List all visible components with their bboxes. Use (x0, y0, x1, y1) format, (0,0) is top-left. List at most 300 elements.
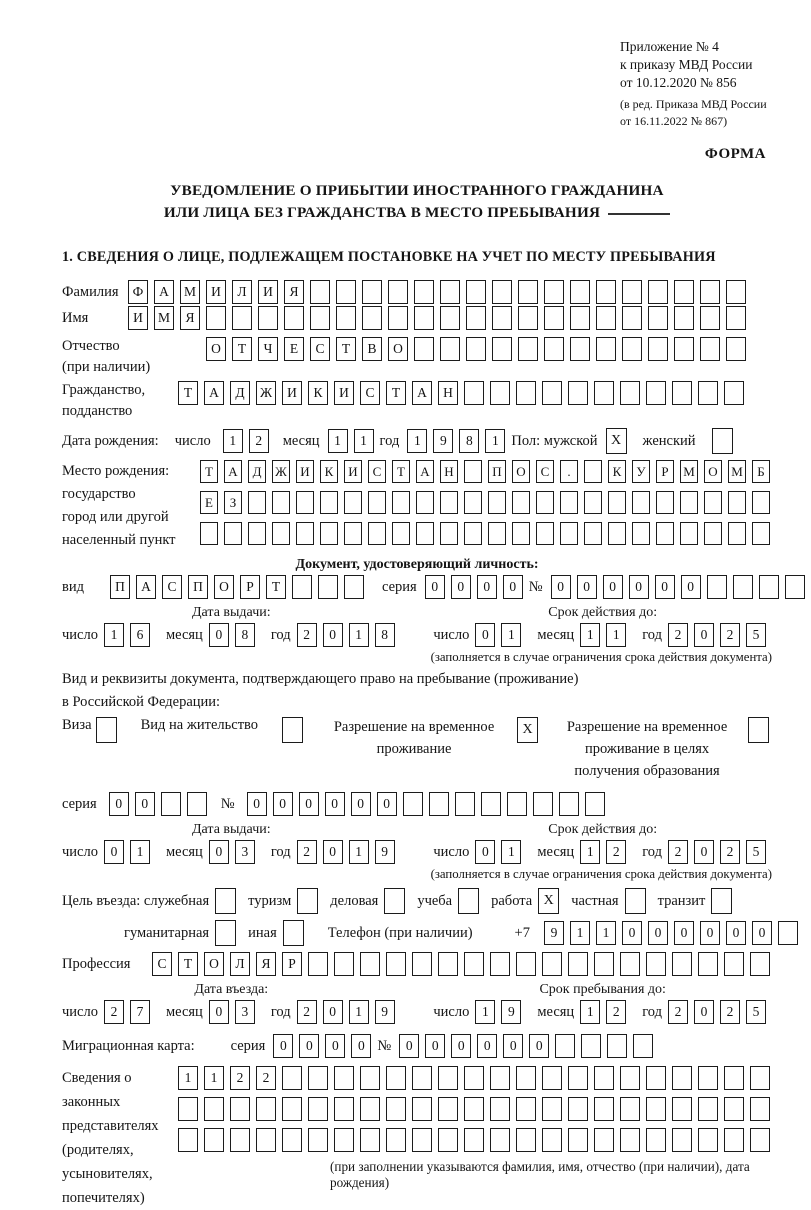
char-box[interactable] (248, 491, 266, 514)
char-box[interactable] (512, 491, 530, 514)
char-box[interactable] (440, 491, 458, 514)
char-box[interactable] (646, 1097, 666, 1121)
char-box[interactable]: 2 (720, 623, 740, 647)
char-box[interactable] (490, 381, 510, 405)
char-box[interactable] (559, 792, 579, 816)
char-box[interactable] (724, 1097, 744, 1121)
char-box[interactable]: Е (200, 491, 218, 514)
residence-permit-checkbox[interactable] (282, 717, 303, 743)
char-box[interactable] (200, 522, 218, 545)
char-box[interactable] (336, 306, 356, 330)
char-box[interactable]: Ф (128, 280, 148, 304)
char-box[interactable]: 0 (726, 921, 746, 945)
char-box[interactable]: 9 (501, 1000, 521, 1024)
char-box[interactable] (360, 1066, 380, 1090)
char-box[interactable] (648, 280, 668, 304)
char-box[interactable]: 2 (668, 623, 688, 647)
char-box[interactable] (698, 952, 718, 976)
char-box[interactable]: О (388, 337, 408, 361)
char-box[interactable] (296, 491, 314, 514)
char-box[interactable] (759, 575, 779, 599)
char-box[interactable] (507, 792, 527, 816)
char-box[interactable] (464, 1066, 484, 1090)
char-box[interactable]: 1 (580, 1000, 600, 1024)
char-box[interactable] (438, 1066, 458, 1090)
char-box[interactable]: Л (230, 952, 250, 976)
char-box[interactable] (584, 522, 602, 545)
char-box[interactable] (492, 337, 512, 361)
char-box[interactable] (585, 792, 605, 816)
char-box[interactable] (403, 792, 423, 816)
char-box[interactable] (388, 306, 408, 330)
char-box[interactable]: С (162, 575, 182, 599)
char-box[interactable]: Т (200, 460, 218, 483)
char-box[interactable] (187, 792, 207, 816)
char-box[interactable] (700, 280, 720, 304)
char-box[interactable] (368, 522, 386, 545)
char-box[interactable] (594, 1128, 614, 1152)
char-box[interactable] (726, 337, 746, 361)
char-box[interactable] (464, 1128, 484, 1152)
char-box[interactable] (308, 1128, 328, 1152)
char-box[interactable]: 1 (580, 623, 600, 647)
char-box[interactable] (620, 1066, 640, 1090)
char-box[interactable] (672, 1097, 692, 1121)
char-box[interactable]: Р (656, 460, 674, 483)
temp-residence-edu-checkbox[interactable] (748, 717, 769, 743)
char-box[interactable]: 0 (351, 792, 371, 816)
char-box[interactable] (282, 1097, 302, 1121)
purpose-official-checkbox[interactable] (215, 888, 236, 914)
char-box[interactable]: И (282, 381, 302, 405)
char-box[interactable] (344, 491, 362, 514)
char-box[interactable]: 0 (209, 840, 229, 864)
char-box[interactable] (308, 1066, 328, 1090)
char-box[interactable]: У (632, 460, 650, 483)
char-box[interactable] (750, 1128, 770, 1152)
char-box[interactable] (416, 522, 434, 545)
char-box[interactable]: П (488, 460, 506, 483)
char-box[interactable] (544, 306, 564, 330)
char-box[interactable]: 0 (503, 575, 523, 599)
char-box[interactable] (560, 522, 578, 545)
char-box[interactable]: 8 (459, 429, 479, 453)
char-box[interactable]: 2 (230, 1066, 250, 1090)
char-box[interactable] (568, 1097, 588, 1121)
char-box[interactable] (388, 280, 408, 304)
char-box[interactable]: М (680, 460, 698, 483)
char-box[interactable] (536, 522, 554, 545)
char-box[interactable]: 1 (501, 840, 521, 864)
char-box[interactable] (512, 522, 530, 545)
char-box[interactable] (700, 306, 720, 330)
char-box[interactable]: Ж (272, 460, 290, 483)
char-box[interactable] (362, 280, 382, 304)
char-box[interactable] (204, 1097, 224, 1121)
char-box[interactable] (440, 337, 460, 361)
char-box[interactable]: Т (386, 381, 406, 405)
char-box[interactable] (704, 491, 722, 514)
char-box[interactable]: Н (438, 381, 458, 405)
char-box[interactable] (466, 280, 486, 304)
char-box[interactable]: Я (284, 280, 304, 304)
char-box[interactable]: 1 (104, 623, 124, 647)
char-box[interactable]: 0 (209, 623, 229, 647)
char-box[interactable]: А (412, 381, 432, 405)
char-box[interactable] (360, 1097, 380, 1121)
char-box[interactable]: И (258, 280, 278, 304)
char-box[interactable]: 0 (323, 840, 343, 864)
char-box[interactable]: 0 (351, 1034, 371, 1058)
char-box[interactable]: 0 (622, 921, 642, 945)
char-box[interactable] (178, 1097, 198, 1121)
char-box[interactable]: С (536, 460, 554, 483)
char-box[interactable]: 0 (629, 575, 649, 599)
char-box[interactable] (344, 522, 362, 545)
char-box[interactable]: 1 (485, 429, 505, 453)
char-box[interactable] (310, 306, 330, 330)
char-box[interactable] (344, 575, 364, 599)
char-box[interactable] (648, 306, 668, 330)
study-checkbox[interactable] (458, 888, 479, 914)
char-box[interactable] (318, 575, 338, 599)
char-box[interactable]: 1 (130, 840, 150, 864)
char-box[interactable] (362, 306, 382, 330)
char-box[interactable]: А (204, 381, 224, 405)
char-box[interactable]: 0 (477, 575, 497, 599)
char-box[interactable] (596, 337, 616, 361)
char-box[interactable] (516, 1066, 536, 1090)
char-box[interactable] (724, 381, 744, 405)
char-box[interactable]: 1 (501, 623, 521, 647)
char-box[interactable] (206, 306, 226, 330)
char-box[interactable] (464, 522, 482, 545)
char-box[interactable]: 0 (323, 1000, 343, 1024)
char-box[interactable]: Т (178, 381, 198, 405)
char-box[interactable] (726, 280, 746, 304)
char-box[interactable] (310, 280, 330, 304)
char-box[interactable] (785, 575, 805, 599)
char-box[interactable]: 0 (603, 575, 623, 599)
char-box[interactable] (272, 491, 290, 514)
char-box[interactable] (258, 306, 278, 330)
char-box[interactable]: 2 (297, 1000, 317, 1024)
char-box[interactable] (542, 952, 562, 976)
char-box[interactable]: О (206, 337, 226, 361)
char-box[interactable] (620, 1128, 640, 1152)
char-box[interactable]: 1 (354, 429, 374, 453)
char-box[interactable] (334, 952, 354, 976)
char-box[interactable] (536, 491, 554, 514)
transit-checkbox[interactable] (711, 888, 732, 914)
char-box[interactable]: 0 (425, 1034, 445, 1058)
char-box[interactable]: Я (256, 952, 276, 976)
char-box[interactable]: Б (752, 460, 770, 483)
char-box[interactable]: 0 (551, 575, 571, 599)
char-box[interactable]: В (362, 337, 382, 361)
char-box[interactable]: 0 (325, 792, 345, 816)
char-box[interactable] (646, 952, 666, 976)
char-box[interactable] (320, 522, 338, 545)
char-box[interactable] (464, 491, 482, 514)
char-box[interactable] (282, 1066, 302, 1090)
char-box[interactable]: О (204, 952, 224, 976)
char-box[interactable] (724, 952, 744, 976)
char-box[interactable]: И (344, 460, 362, 483)
char-box[interactable]: Л (232, 280, 252, 304)
char-box[interactable]: 0 (529, 1034, 549, 1058)
char-box[interactable]: М (728, 460, 746, 483)
char-box[interactable]: 0 (503, 1034, 523, 1058)
char-box[interactable] (490, 1097, 510, 1121)
char-box[interactable]: 1 (596, 921, 616, 945)
char-box[interactable] (533, 792, 553, 816)
char-box[interactable] (542, 381, 562, 405)
char-box[interactable]: 0 (681, 575, 701, 599)
char-box[interactable] (386, 1128, 406, 1152)
char-box[interactable]: И (296, 460, 314, 483)
char-box[interactable]: 0 (273, 792, 293, 816)
char-box[interactable]: 5 (746, 623, 766, 647)
char-box[interactable]: 0 (451, 1034, 471, 1058)
char-box[interactable]: Д (230, 381, 250, 405)
char-box[interactable] (622, 306, 642, 330)
char-box[interactable]: Т (336, 337, 356, 361)
char-box[interactable]: . (560, 460, 578, 483)
char-box[interactable] (386, 1097, 406, 1121)
char-box[interactable] (516, 1097, 536, 1121)
char-box[interactable]: 2 (249, 429, 269, 453)
char-box[interactable] (455, 792, 475, 816)
char-box[interactable] (698, 1066, 718, 1090)
char-box[interactable]: 9 (375, 1000, 395, 1024)
char-box[interactable]: 0 (399, 1034, 419, 1058)
char-box[interactable] (560, 491, 578, 514)
char-box[interactable] (594, 952, 614, 976)
char-box[interactable] (608, 491, 626, 514)
char-box[interactable] (224, 522, 242, 545)
char-box[interactable] (646, 1066, 666, 1090)
char-box[interactable]: 1 (349, 1000, 369, 1024)
char-box[interactable] (256, 1128, 276, 1152)
sex-male-checkbox[interactable]: X (606, 428, 627, 454)
char-box[interactable] (516, 381, 536, 405)
char-box[interactable] (232, 306, 252, 330)
char-box[interactable]: 0 (109, 792, 129, 816)
char-box[interactable]: 2 (104, 1000, 124, 1024)
char-box[interactable] (672, 1066, 692, 1090)
char-box[interactable]: 1 (475, 1000, 495, 1024)
char-box[interactable] (178, 1128, 198, 1152)
char-box[interactable] (392, 522, 410, 545)
char-box[interactable] (570, 280, 590, 304)
char-box[interactable]: 1 (178, 1066, 198, 1090)
char-box[interactable]: 8 (375, 623, 395, 647)
char-box[interactable] (464, 1097, 484, 1121)
char-box[interactable]: 1 (204, 1066, 224, 1090)
char-box[interactable] (648, 337, 668, 361)
char-box[interactable]: 1 (570, 921, 590, 945)
char-box[interactable] (594, 1066, 614, 1090)
char-box[interactable]: 2 (720, 840, 740, 864)
char-box[interactable] (230, 1128, 250, 1152)
char-box[interactable]: 0 (135, 792, 155, 816)
char-box[interactable] (568, 1066, 588, 1090)
char-box[interactable] (728, 522, 746, 545)
char-box[interactable]: 1 (328, 429, 348, 453)
char-box[interactable]: Н (440, 460, 458, 483)
char-box[interactable] (581, 1034, 601, 1058)
char-box[interactable]: 0 (323, 623, 343, 647)
char-box[interactable]: 3 (235, 1000, 255, 1024)
char-box[interactable] (728, 491, 746, 514)
char-box[interactable] (438, 952, 458, 976)
char-box[interactable] (518, 337, 538, 361)
char-box[interactable]: О (512, 460, 530, 483)
char-box[interactable]: К (308, 381, 328, 405)
char-box[interactable]: Ч (258, 337, 278, 361)
char-box[interactable]: 6 (130, 623, 150, 647)
char-box[interactable]: Т (232, 337, 252, 361)
private-checkbox[interactable] (625, 888, 646, 914)
char-box[interactable]: К (320, 460, 338, 483)
char-box[interactable] (570, 306, 590, 330)
char-box[interactable]: А (154, 280, 174, 304)
char-box[interactable]: 2 (720, 1000, 740, 1024)
char-box[interactable]: 0 (299, 1034, 319, 1058)
char-box[interactable] (596, 306, 616, 330)
char-box[interactable] (490, 1066, 510, 1090)
char-box[interactable] (360, 1128, 380, 1152)
char-box[interactable] (296, 522, 314, 545)
char-box[interactable]: 0 (273, 1034, 293, 1058)
char-box[interactable] (750, 1097, 770, 1121)
char-box[interactable] (334, 1128, 354, 1152)
char-box[interactable]: 0 (104, 840, 124, 864)
char-box[interactable]: 9 (375, 840, 395, 864)
char-box[interactable] (620, 381, 640, 405)
char-box[interactable]: 2 (668, 840, 688, 864)
char-box[interactable] (726, 306, 746, 330)
char-box[interactable]: 2 (297, 623, 317, 647)
char-box[interactable] (646, 1128, 666, 1152)
char-box[interactable] (518, 280, 538, 304)
char-box[interactable] (414, 337, 434, 361)
char-box[interactable] (320, 491, 338, 514)
char-box[interactable]: 0 (694, 623, 714, 647)
char-box[interactable]: 7 (130, 1000, 150, 1024)
char-box[interactable] (778, 921, 798, 945)
char-box[interactable] (412, 1128, 432, 1152)
char-box[interactable] (360, 952, 380, 976)
char-box[interactable]: 1 (407, 429, 427, 453)
char-box[interactable]: 3 (235, 840, 255, 864)
char-box[interactable] (488, 491, 506, 514)
char-box[interactable] (440, 280, 460, 304)
char-box[interactable]: 0 (648, 921, 668, 945)
char-box[interactable]: 2 (297, 840, 317, 864)
char-box[interactable] (707, 575, 727, 599)
char-box[interactable]: 0 (475, 840, 495, 864)
char-box[interactable] (282, 1128, 302, 1152)
char-box[interactable]: 0 (247, 792, 267, 816)
temp-residence-checkbox[interactable]: X (517, 717, 538, 743)
char-box[interactable] (672, 952, 692, 976)
char-box[interactable]: И (206, 280, 226, 304)
char-box[interactable]: 5 (746, 1000, 766, 1024)
char-box[interactable] (620, 952, 640, 976)
char-box[interactable]: 1 (349, 623, 369, 647)
char-box[interactable]: 0 (209, 1000, 229, 1024)
humanitarian-checkbox[interactable] (215, 920, 236, 946)
char-box[interactable] (412, 1097, 432, 1121)
char-box[interactable] (334, 1097, 354, 1121)
char-box[interactable]: 5 (746, 840, 766, 864)
char-box[interactable] (584, 491, 602, 514)
char-box[interactable] (490, 1128, 510, 1152)
sex-female-checkbox[interactable] (712, 428, 733, 454)
char-box[interactable] (633, 1034, 653, 1058)
char-box[interactable] (429, 792, 449, 816)
char-box[interactable]: 0 (377, 792, 397, 816)
char-box[interactable] (750, 952, 770, 976)
char-box[interactable]: Т (178, 952, 198, 976)
char-box[interactable] (336, 280, 356, 304)
char-box[interactable] (516, 1128, 536, 1152)
char-box[interactable] (570, 337, 590, 361)
char-box[interactable] (674, 337, 694, 361)
char-box[interactable] (518, 306, 538, 330)
char-box[interactable] (698, 381, 718, 405)
char-box[interactable]: 0 (425, 575, 445, 599)
char-box[interactable] (752, 522, 770, 545)
char-box[interactable]: И (128, 306, 148, 330)
char-box[interactable]: 0 (577, 575, 597, 599)
char-box[interactable] (622, 337, 642, 361)
char-box[interactable] (594, 1097, 614, 1121)
char-box[interactable] (584, 460, 602, 483)
char-box[interactable]: 1 (349, 840, 369, 864)
char-box[interactable] (516, 952, 536, 976)
char-box[interactable] (672, 1128, 692, 1152)
char-box[interactable]: К (608, 460, 626, 483)
char-box[interactable] (544, 280, 564, 304)
char-box[interactable] (492, 306, 512, 330)
char-box[interactable] (464, 952, 484, 976)
char-box[interactable] (414, 306, 434, 330)
char-box[interactable] (440, 522, 458, 545)
char-box[interactable]: З (224, 491, 242, 514)
char-box[interactable] (750, 1066, 770, 1090)
char-box[interactable]: 0 (299, 792, 319, 816)
char-box[interactable]: Я (180, 306, 200, 330)
char-box[interactable] (596, 280, 616, 304)
char-box[interactable] (724, 1128, 744, 1152)
char-box[interactable]: 0 (694, 1000, 714, 1024)
char-box[interactable] (464, 381, 484, 405)
char-box[interactable]: 1 (606, 623, 626, 647)
char-box[interactable]: П (188, 575, 208, 599)
char-box[interactable] (412, 1066, 432, 1090)
char-box[interactable] (542, 1097, 562, 1121)
char-box[interactable] (481, 792, 501, 816)
char-box[interactable] (284, 306, 304, 330)
char-box[interactable]: М (154, 306, 174, 330)
char-box[interactable]: С (360, 381, 380, 405)
char-box[interactable]: 1 (580, 840, 600, 864)
char-box[interactable]: С (310, 337, 330, 361)
char-box[interactable]: 9 (433, 429, 453, 453)
